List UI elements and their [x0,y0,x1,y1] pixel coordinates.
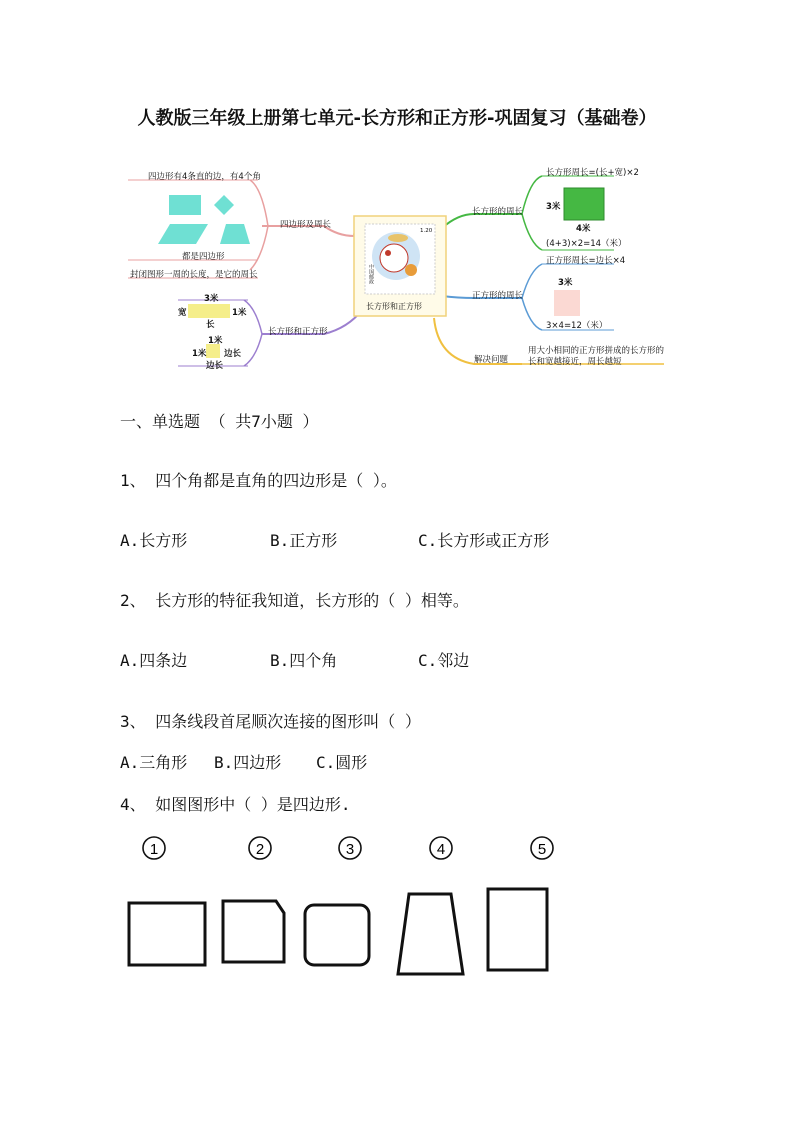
lb-sq-left: 1米 [192,349,207,359]
stamp-value: 1.20 [420,228,433,234]
figure-label-2 [246,834,274,862]
figure-label-4-text: 4 [436,841,446,858]
stamp-country: 中国邮政 [368,264,374,284]
figure-label-3 [336,834,364,862]
figure-label-5-text: 5 [537,841,547,858]
lb-rect-top: 3米 [204,294,219,304]
figure-shapes [120,880,560,980]
page-title: 人教版三年级上册第七单元-长方形和正方形-巩固复习（基础卷） [137,108,657,129]
shape-4-trapezoid [398,894,463,974]
figure-label-1 [140,834,168,862]
lt-note2: 封闭图形一周的长度，是它的周长 [130,270,258,280]
rm-branch: 正方形的周长 [472,291,524,301]
shape-2-cut-corner [223,901,284,962]
question-4: 4、 如图图形中（ ）是四边形. [120,795,351,814]
lb-sq-right: 边长 [224,349,242,359]
lt-note1: 四边形有4条直的边，有4个角 [148,172,261,182]
figure-label-3-text: 3 [345,841,355,858]
figure-label-4 [427,834,455,862]
q1-option-b[interactable]: B.正方形 [270,531,338,550]
shape-5-tall-rect [488,889,547,970]
mind-map-lines [118,158,666,374]
figure-label-2-text: 2 [255,841,265,858]
lt-shapes-caption: 都是四边形 [182,252,225,262]
rm-formula: 正方形周长=边长×4 [546,256,626,266]
q2-option-b[interactable]: B.四个角 [270,651,338,670]
question-3: 3、 四条线段首尾顺次连接的图形叫（ ） [120,712,421,731]
q1-option-c[interactable]: C.长方形或正方形 [418,531,550,550]
q2-option-c[interactable]: C.邻边 [418,651,470,670]
q3-option-c[interactable]: C.圆形 [316,753,368,772]
question-2: 2、 长方形的特征我知道，长方形的（ ）相等。 [120,591,469,610]
lb-sq-top: 1米 [208,336,223,346]
mind-map [118,158,666,374]
lb-rect-left: 宽 [178,308,187,318]
section-heading: 一、单选题 （ 共7小题 ） [120,412,319,431]
rt-branch: 长方形的周长 [472,207,524,217]
rb-branch: 解决问题 [474,355,509,365]
q1-option-a[interactable]: A.长方形 [120,531,188,550]
figure-label-5 [528,834,556,862]
lt-branch: 四边形及周长 [280,220,332,230]
lb-sq-bottom: 边长 [206,361,224,371]
figure-label-1-text: 1 [149,841,159,858]
rt-bottom: 4米 [576,224,591,234]
lb-branch: 长方形和正方形 [268,327,328,337]
q3-option-b[interactable]: B.四边形 [214,753,282,772]
lb-rect-bottom: 长 [206,320,215,330]
rt-side: 3米 [546,202,561,212]
question-1: 1、 四个角都是直角的四边形是（ ）。 [120,471,397,490]
shape-1-rectangle [129,903,205,965]
rb-note-line2: 长和宽越接近，周长越短 [528,357,622,367]
rt-formula: 长方形周长=(长+宽)×2 [546,168,639,178]
lb-rect-right: 1米 [232,308,247,318]
q2-option-a[interactable]: A.四条边 [120,651,188,670]
rm-calc: 3×4=12（米） [546,321,608,331]
mind-center-label: 长方形和正方形 [366,302,422,311]
rm-side: 3米 [558,278,573,288]
q3-option-a[interactable]: A.三角形 [120,753,188,772]
rb-note-line1: 用大小相同的正方形拼成的长方形的 [528,346,665,356]
rt-calc: (4+3)×2=14（米） [546,239,627,249]
shape-3-rounded [305,905,369,965]
